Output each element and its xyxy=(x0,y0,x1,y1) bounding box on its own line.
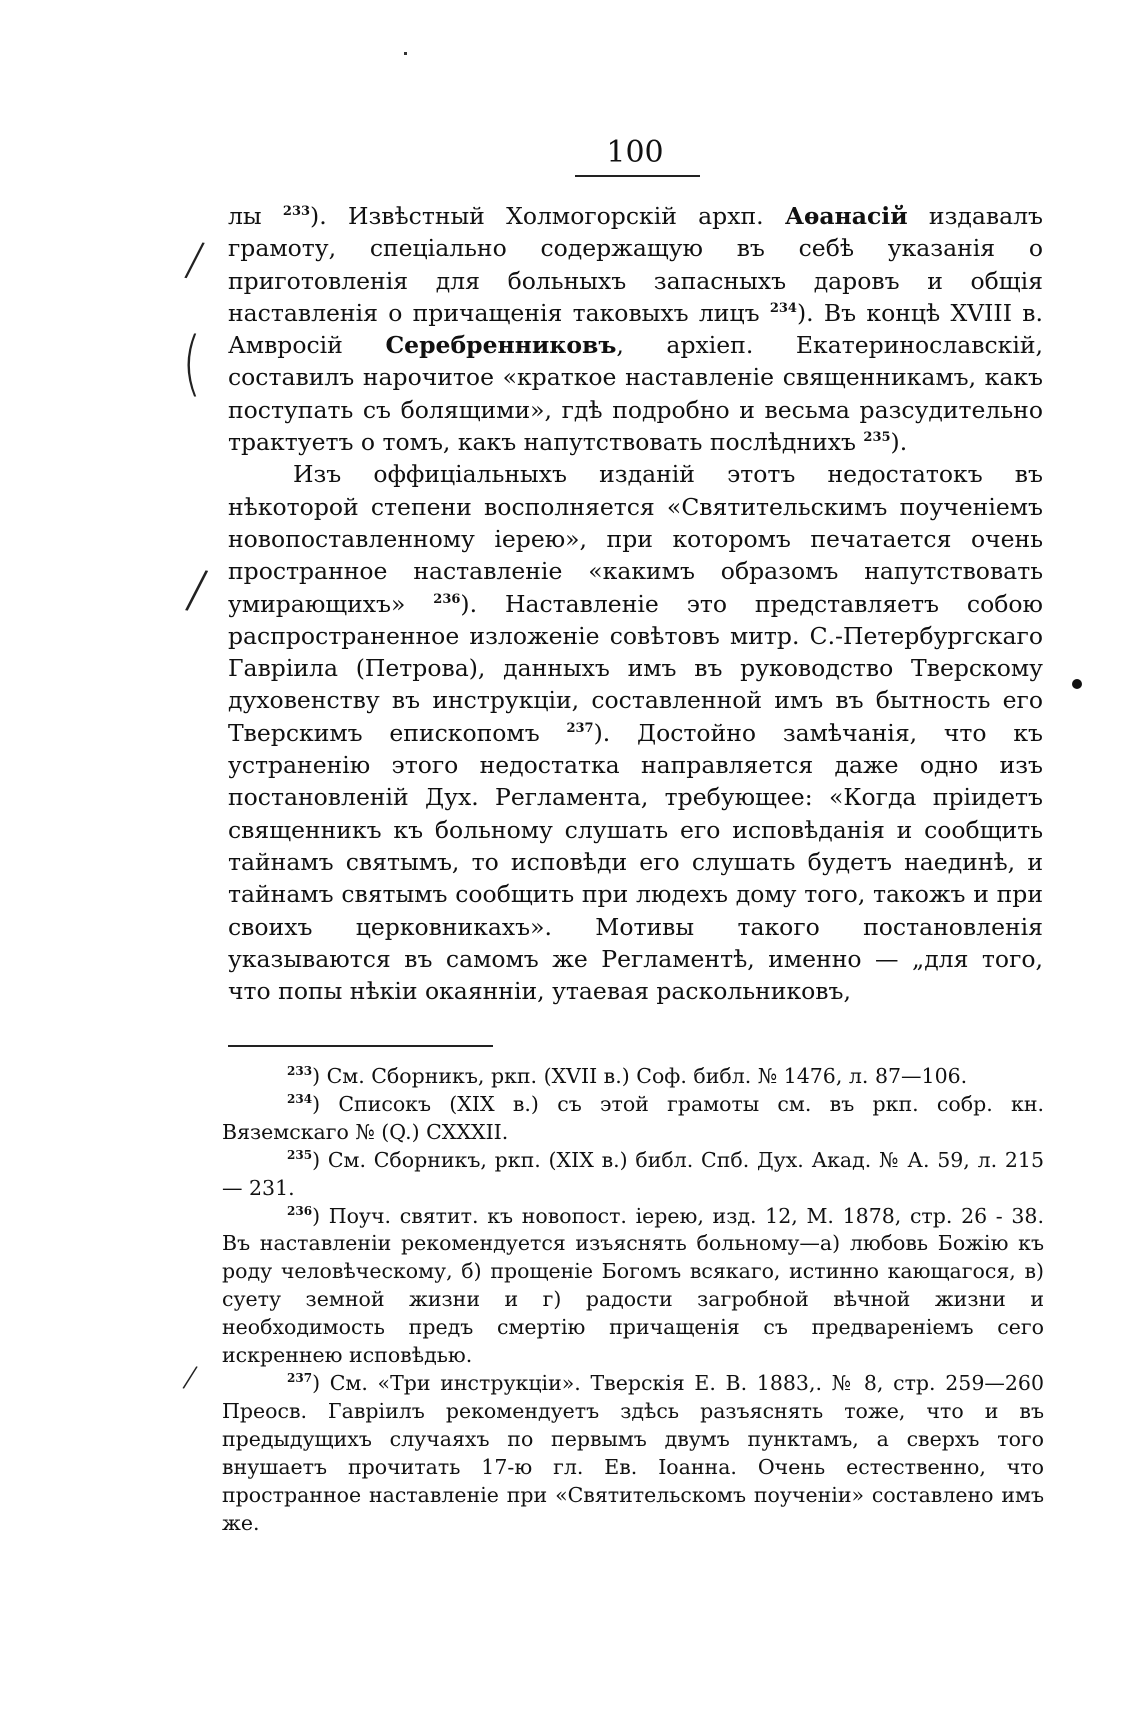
footnote-number: 236 xyxy=(287,1203,313,1218)
footnote-text: ) Поуч. святит. къ новопост. іерею, изд. 12, М. 1878, стр. 26 - 38. Въ наставленіи рекомендуется изъяснять больному—а) любовь Божію къ роду человѣческому, б) прощеніе Богомъ всякаго, истинно кающагося, в) суету земной жизни и г) радости загробной вѣчной жизни и необходимость предъ смертію причащенія съ предвареніемъ сего искреннею исповѣдью. xyxy=(222,1203,1044,1368)
footnote-ref-234[interactable]: 234 xyxy=(769,301,797,317)
footnote-number: 233 xyxy=(287,1064,313,1079)
footnote-separator xyxy=(228,1045,493,1047)
footnote-text: ) Списокъ (XIX в.) съ этой грамоты см. въ ркп. собр. кн. Вяземскаго № (Q.) CXXXII. xyxy=(222,1091,1044,1144)
footnote-ref-237[interactable]: 237 xyxy=(566,720,594,736)
page-number: 100 xyxy=(606,135,664,170)
footnote-235 xyxy=(222,1147,1044,1203)
footnotes xyxy=(222,1063,1044,1537)
footnote-233 xyxy=(222,1063,1044,1091)
footnote-236 xyxy=(222,1203,1044,1370)
footnote-234 xyxy=(222,1091,1044,1147)
page-number-rule xyxy=(575,175,700,177)
footnote-text: ) См. Сборникъ, ркп. (XIX в.) библ. Спб. Дух. Акад. № А. 59, л. 215 — 231. xyxy=(222,1147,1044,1200)
footnote-237 xyxy=(222,1370,1044,1537)
margin-dot-mark xyxy=(1072,679,1082,689)
paragraph-2: Изъ оффиціальныхъ изданій этотъ недостатокъ въ нѣкоторой степени восполняется «Святительскимъ поученіемъ новопоставленному іерею», при которомъ печатается очень пространное наставленіе «какимъ образомъ напутствовать умирающихъ» $^{236}$). Наставленіе это представляетъ собою распространенное изложеніе совѣтовъ митр. С.-Петербургскаго Гавріила (Петрова), данныхъ имъ въ руководство Тверскому духовенству въ инструкціи, составленной имъ въ бытность его Тверскимъ епископомъ $^{237}$). Достойно замѣчанія, что къ устраненію этого недостатка направляется даже одно изъ постановленій Дух. Регламента, требующее: «Когда пріидетъ священникъ къ больному слушать его исповѣданія и сообщить тайнамъ святымъ, то исповѣди его слушать будетъ наединѣ, и тайнамъ святымъ сообщить при людехъ дому того, такожъ и при своихъ церковникахъ». Мотивы такого постановленія указываются въ самомъ же Регламентѣ, именно — „для того, что попы нѣкіи окаянніи, утаевая раскольниковъ, xyxy=(228,460,1043,1006)
margin-pencil-mark: / xyxy=(180,1359,200,1396)
main-text xyxy=(228,200,1043,1007)
footnote-number: 234 xyxy=(287,1092,313,1107)
margin-pencil-mark: / xyxy=(182,558,211,622)
footnote-ref-235[interactable]: 235 xyxy=(863,430,891,446)
margin-pencil-mark: / xyxy=(182,231,208,287)
footnote-number: 235 xyxy=(287,1147,313,1162)
name-bold: Серебренниковъ xyxy=(385,331,617,360)
paragraph-1: лы $^{233}$). Извѣстный Холмогорскій архп. Аѳанасій издавалъ грамоту, спеціально содержащую въ себѣ указанія о приготовленія для больныхъ запасныхъ даровъ и общія наставленія о причащенія таковыхъ лицъ $^{234}$). Въ концѣ XVIII в. Амвросій Серебренниковъ, архіеп. Екатеринославскій, составилъ нарочитое «краткое наставленіе священникамъ, какъ поступать съ болящими», гдѣ подробно и весьма разсудительно трактуетъ о томъ, какъ напутствовать послѣднихъ $^{235}$). xyxy=(228,202,1043,457)
footnote-ref-236[interactable]: 236 xyxy=(433,591,461,607)
footnote-text: ) См. «Три инструкціи». Тверскія Е. В. 1883,. № 8, стр. 259—260 Преосв. Гавріилъ рекомендуетъ здѣсь разъяснять тоже, что и въ предыдущихъ случаяхъ по первымъ двумъ пунктамъ, а сверхъ того внушаетъ прочитать 17-ю гл. Ев. Іоанна. Очень естественно, что пространное наставленіе при «Святительскомъ поученіи» составлено имъ же. xyxy=(222,1370,1044,1535)
footnote-text: ) См. Сборникъ, ркп. (XVII в.) Соф. библ. № 1476, л. 87—106. xyxy=(312,1064,968,1088)
footnote-number: 237 xyxy=(287,1371,313,1386)
footnote-ref-233[interactable]: 233 xyxy=(282,204,311,220)
print-speck xyxy=(404,52,407,55)
name-bold: Аѳанасій xyxy=(784,202,908,230)
margin-pencil-bracket: ( xyxy=(182,322,202,404)
